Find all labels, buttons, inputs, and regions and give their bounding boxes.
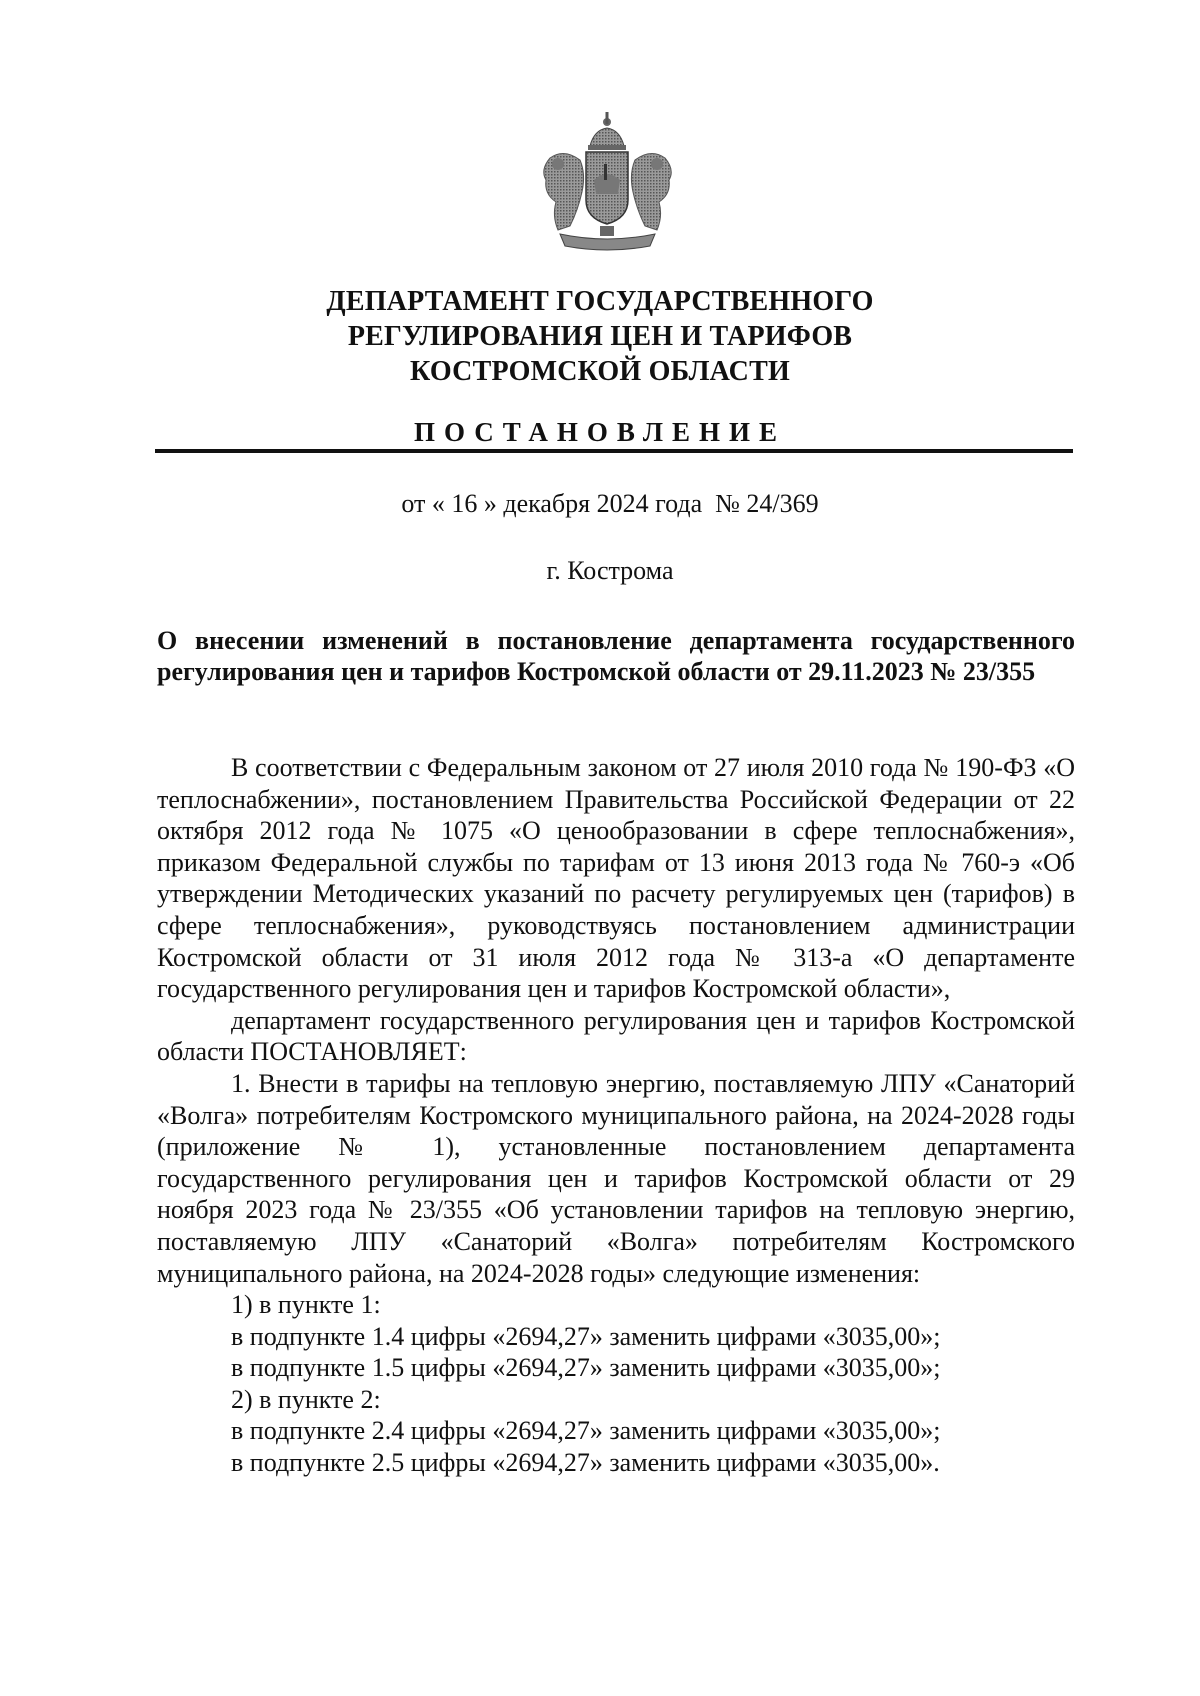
kostroma-coat-of-arms-icon (530, 108, 685, 258)
body-line-point-2: 2) в пункте 2: (231, 1384, 381, 1414)
document-city: г. Кострома (546, 556, 674, 585)
document-body (157, 752, 1075, 1479)
body-line-point-1: 1) в пункте 1: (231, 1290, 381, 1320)
body-line-subpoint-1-5: в подпункте 1.5 цифры «2694,27» заменить цифрами «3035,00»; (231, 1353, 941, 1383)
body-paragraph-item-1: 1. Внести в тарифы на тепловую энергию, поставляемую ЛПУ «Санаторий «Волга» потребителям Костромского муниципального района, на 2024-2028 годы (приложение № 1), установленные постановлением департамента государственного регулирования цен и тарифов Костромской области от 29 ноября 2023 года № 23/355 «Об установлении тарифов на тепловую энергию, поставляемую ЛПУ «Санаторий «Волга» потребителям Костромского муниципального района, на 2024-2028 годы» следующие изменения: (157, 1068, 1075, 1288)
document-date-number: от « 16 » декабря 2024 года № 24/369 (401, 489, 819, 518)
header-divider (155, 449, 1073, 453)
body-paragraph-legal-basis: В соответствии с Федеральным законом от 27 июля 2010 года № 190-ФЗ «О теплоснабжении», постановлением Правительства Российской Федерации от 22 октября 2012 года № 1075 «О ценообразовании в сфере теплоснабжения», приказом Федеральной службы по тарифам от 13 июня 2013 года № 760-э «Об утверждении Методических указаний по расчету регулируемых цен (тарифов) в сфере теплоснабжения», руководствуясь постановлением администрации Костромской области от 31 июля 2012 года № 313-а «О департаменте государственного регулирования цен и тарифов Костромской области», (157, 753, 1075, 1004)
body-line-subpoint-2-5: в подпункте 2.5 цифры «2694,27» заменить цифрами «3035,00». (231, 1448, 940, 1478)
document-type-title: ПОСТАНОВЛЕНИЕ (413, 417, 787, 447)
document-subject: О внесении изменений в постановление департамента государственного регулирования цен и тарифов Костромской области от 29.11.2023 № 23/355 (157, 626, 1075, 686)
department-line-1: ДЕПАРТАМЕНТ ГОСУДАРСТВЕННОГО (326, 286, 874, 317)
department-line-2: РЕГУЛИРОВАНИЯ ЦЕН И ТАРИФОВ (347, 321, 853, 352)
body-line-subpoint-1-4: в подпункте 1.4 цифры «2694,27» заменить цифрами «3035,00»; (231, 1321, 941, 1351)
body-line-subpoint-2-4: в подпункте 2.4 цифры «2694,27» заменить цифрами «3035,00»; (231, 1416, 941, 1446)
department-name (150, 284, 1050, 389)
department-line-3: КОСТРОМСКОЙ ОБЛАСТИ (410, 356, 790, 387)
body-paragraph-resolves: департамент государственного регулирования цен и тарифов Костромской области ПОСТАНОВЛЯЕТ: (157, 1005, 1075, 1067)
